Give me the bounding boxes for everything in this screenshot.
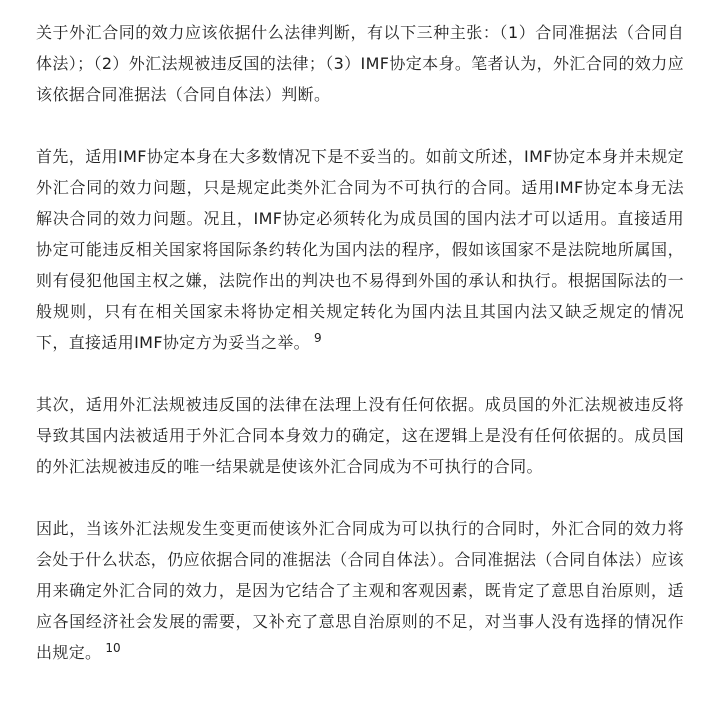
paragraph-1 bbox=[36, 17, 684, 110]
paragraph-4-text: 因此，当该外汇法规发生变更而使该外汇合同成为可以执行的合同时，外汇合同的效力将会处于什么状态，仍应依据合同的准据法（合同自体法）。合同准据法（合同自体法）应该用来确定外汇合同的效力，是因为它结合了主观和客观因素，既肯定了意思自治原则，适应各国经济社会发展的需要，又补充了意思自治原则的不足，对当事人没有选择的情况作出规定。 bbox=[36, 519, 684, 662]
document-body bbox=[36, 17, 684, 668]
paragraph-3 bbox=[36, 389, 684, 482]
paragraph-4 bbox=[36, 513, 684, 668]
paragraph-3-text: 其次，适用外汇法规被违反国的法律在法理上没有任何依据。成员国的外汇法规被违反将导致其国内法被适用于外汇合同本身效力的确定，这在逻辑上是没有任何依据的。成员国的外汇法规被违反的唯一结果就是使该外汇合同成为不可执行的合同。 bbox=[36, 395, 684, 476]
paragraph-1-text: 关于外汇合同的效力应该依据什么法律判断，有以下三种主张：（1）合同准据法（合同自体法）；（2）外汇法规被违反国的法律；（3）IMF协定本身。笔者认为，外汇合同的效力应该依据合同准据法（合同自体法）判断。 bbox=[36, 23, 684, 104]
footnote-ref-9[interactable]: 9 bbox=[314, 331, 322, 345]
footnote-ref-10[interactable]: 10 bbox=[105, 641, 121, 655]
paragraph-2-text: 首先，适用IMF协定本身在大多数情况下是不妥当的。如前文所述，IMF协定本身并未规定外汇合同的效力问题，只是规定此类外汇合同为不可执行的合同。适用IMF协定本身无法解决合同的效力问题。况且，IMF协定必须转化为成员国的国内法才可以适用。直接适用协定可能违反相关国家将国际条约转化为国内法的程序，假如该国家不是法院地所属国，则有侵犯他国主权之嫌，法院作出的判决也不易得到外国的承认和执行。根据国际法的一般规则，只有在相关国家未将协定相关规定转化为国内法且其国内法又缺乏规定的情况下，直接适用IMF协定方为妥当之举。 bbox=[36, 147, 684, 352]
paragraph-2 bbox=[36, 141, 684, 358]
